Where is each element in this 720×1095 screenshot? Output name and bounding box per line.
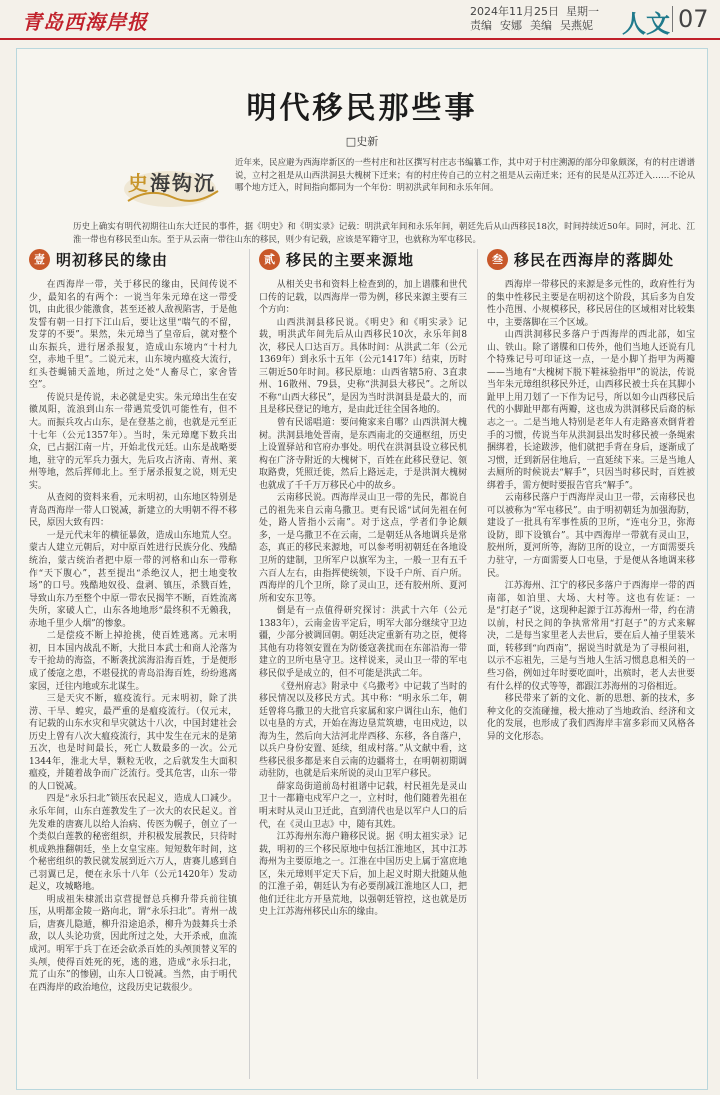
article-paragraph: 西海岸一带移民的来源是多元性的，政府性行为的集中性移民主要是在明初这个阶段，其后多为自发性小范围、小规模移民，移民居住的区域相对比较集中，主要落脚在三个区域。: [487, 280, 695, 328]
article-paragraph: 移民带来了新的文化、新的思想、新的技术，多种文化的交流碰撞，极大推动了当地政治、经济和文化的发展，也形成了我们西海岸丰富多彩而又风格各异的文化形态。: [487, 694, 695, 742]
masthead: [0, 0, 720, 38]
column-brand: [120, 157, 224, 215]
designer-name: 吴燕妮: [560, 19, 593, 32]
article-paragraph: 二是偿疫不断上掉抢挑，使百姓逃离。元末明初，日本国内战乱不断，大批日本武士和商人沦落为专干抢劫的海盗，不断袭扰滨海沿海百姓，于是便形成了倭寇之患，不堪侵扰的青岛沿海百姓，纷纷逃离家园，迁往内地或东北谋生。: [29, 631, 237, 692]
article-paragraph: 在西海岸一带，关于移民的缘由，民间传说不少，最知名的有两个：一说当年朱元璋在这一带受饥，由此很少能激食，甚至还被人敌视陷害，于是他发誓有朝一日打下江山后，要让这里“喘气的不留，发芽的不要”。果然，朱元璋当了皇帝后，就对整个山东振兵，进行屠杀报复，造成山东境内“十村九空，赤地千里”。二说元末，山东境内瘟疫大流行，红头苍蝇铺天盖地，所过之处“人畜尽亡，家舍皆空”。: [29, 280, 237, 391]
article-paragraph: 明成祖朱棣派出京营提督总兵柳升带兵前往镇压，从明都金陵一路向北，谓“永乐扫北”。青州一战后，唐赛儿隐遁，柳升沿途追杀，柳升为鼓舞兵士杀敌，以人头论功赏，因此所过之处，大开杀戒，血流成河。明军于兵丁在还会砍杀百姓的头颅顶替义军的头颅，使得百姓死的死，逃的逃，造成“永乐扫北，荒了山东”的惨剧，山东人口锐减。当然，由于明代在西海岸的政治地位，这段历史记载很少。: [29, 894, 237, 993]
article-paragraph: 薛家岛街道前岛村祖谱中记载，村民祖先是灵山卫十一都籍屯戍军户之一，立村时，他们随着先祖在明末时从灵山卫迁此，直到清代也是以军户人口的后代，在《灵山卫志》中，随有其姓。: [259, 781, 467, 830]
article-paragraph: 三是天灾不断，瘟疫流行。元末明初，除了洪涝、干旱、蝗灾，最严重的是瘟疫流行。（仅元末，有记载的山东水灾和旱灾就达十八次，中国封建社会历史上曾有八次大瘟疫流行，其中发生在元末的是第五次，也是时间最长，死亡人数最多的一次。公元1344年，淮北大旱，颗粒无收，之后就发生大面积瘟疫，并随着战争而广泛流行。受其危害，山东一带的人口锐减。: [29, 694, 237, 792]
section-number-badge: 叁: [487, 249, 508, 270]
article-headline: 明代移民那些事: [246, 91, 478, 126]
column-divider: [477, 249, 478, 1079]
article-lead-continued: 历史上确实有明代初期往山东大迁民的事件，据《明史》和《明实录》记载：明洪武年间和永乐年间，朝廷先后从山西移民18次，时间持续近50年。同时，河北、江淮一带也有移民至山东。至于从云南一带往山东的移民，则少有记载，应该是军籍守卫，也就称为军屯移民。: [73, 222, 695, 245]
brand-title-rest: 海钩沉: [150, 171, 216, 195]
editor-role: 责编: [470, 19, 492, 32]
section-heading: [259, 247, 467, 271]
article-paragraph: 云南移民说。西海岸灵山卫一带的先民，都说自己的祖先来自云南乌撒卫。更有民谣“试问先祖在何处，路人皆指小云南”。对于这点，学者们争论颇多，一是乌撒卫不在云南，二是朝廷从各地调兵是常态，真正的移民来源地，可以参考明初朝廷在各地设卫所的建制，卫所军户以旗军为主，一般一卫有五千六百人左右，由指挥使统领，下设千户所、百户所。西海岸的几个卫所，除了灵山卫，还有胶州所、夏河所和安东卫等。: [259, 493, 467, 604]
article-paragraph: 山西洪洞移民多落户于西海岸的西北部，如宝山、铁山。除了谱牒和口传外，他们当地人还说有几个特殊记号可印证这一点，一是小脚丫指甲为两瓣——当地有“大槐树下脱下鞋袜验指甲”的说法，传说当年朱元璋组织移民外迁，山西移民被士兵在其脚小趾甲上用刀划了一下作为记号，所以如今山西移民后代的小脚趾甲都有两瓣，这也成为洪洞移民后裔的标志之一。二是当地人特别是老年人有走路喜欢倒背着手的习惯，传说当年从洪洞县出发时移民被一条绳索捆绑着，长途跋涉，他们就把手背在身后，逐渐成了习惯，迁到新居住地后，一直延续下来。三是当地人去厕所的时候说去“解手”，只因当时移民时，百姓被绑着手，需方便时要报告官兵“解手”。: [487, 330, 695, 491]
date-block: [470, 5, 601, 33]
article-paragraph: 山西洪洞县移民说。《明史》和《明实录》记载，明洪武年间先后从山西移民10次，永乐年间8次，移民人口达百万。具体时间：从洪武二年（公元1369年）到永乐十五年（公元1417年）结束，历时三朝近50年时间。移民原地：山西省辖5府、3直隶州、16散州、79县，史称“洪洞县大移民”。之所以不称“山西大移民”，是因为当时洪洞县是最大的，而且是移民登记的地方，是由此迁往全国各地的。: [259, 317, 467, 416]
section-title: 明初移民的缘由: [56, 250, 169, 269]
section-heading: [29, 247, 237, 271]
article-paragraph: 传说只是传说，未必就是史实。朱元璋出生在安徽凤阳，流浪到山东一带遇荒受饥可能性有，但不大。而振兵攻占山东，是在登基之前，也就是元至正十七年（公元1357年）。当时，朱元璋麾下数兵出众，已占据江南一片，开始北伐元廷。山东是战略要地，驻守的元军兵力强大，先后攻占济南、青州、莱州等地，然后挥师北上。至于屠杀报复之说，则无史实。: [29, 392, 237, 491]
editor-name: 安娜: [500, 19, 522, 32]
section-number-badge: 壹: [29, 249, 50, 270]
masthead-rule: [0, 38, 720, 40]
brand-title-mark: 史: [128, 171, 150, 195]
article-paragraph: 从查阅的资料来看，元末明初，山东地区特别是青岛西海岸一带人口锐减，新建立的大明朝不得不移民，原因大致有四：: [29, 493, 237, 529]
article-frame: [16, 48, 708, 1090]
article-paragraph: 倒是有一点值得研究探讨：洪武十六年（公元1383年），云南金齿平定后，明军大部分继续守卫边疆，少部分被调回朝。朝廷决定重新有功之臣，便将其他有功将领安置在为防倭寇袭扰而在东部沿海一带建立的卫所屯垦守卫。这样说来，灵山卫一带的军屯移民似乎是成立的，但不可能是洪武二年。: [259, 606, 467, 679]
brand-title: [128, 167, 216, 196]
section-title: 移民的主要来源地: [286, 250, 415, 269]
designer-role: 美编: [530, 19, 552, 32]
column-divider: [249, 249, 250, 1079]
article-paragraph: 四是“永乐扫北”锁压农民起义，造成人口减少。永乐年间，山东白莲教发生了一次大的农民起义。首先发难的唐赛儿以给人治病、传医为幌子，创立了一个类似白莲教的秘密组织，并积极发展教民，只待时机成熟推翻朝廷，坐上女皇宝座。短短数年时间，这个秘密组织的教民就发展到近六万人，唐赛儿感到自己羽翼已足，便在永乐十八年（公元1420年）发动起义，攻城略地。: [29, 794, 237, 893]
article-paragraph: 江苏海州东海户籍移民说。据《明太祖实录》记载，明初的三个移民原地中包括江淮地区，其中江苏海州为主要原地之一。江淮在中国历史上属于富庶地区，朱元璋则平定天下后，加上起义时期大批随从他的江淮子弟，朝廷认为有必要削减江淮地区人口，把他们迁往北方开垦荒地，以强朝廷管控，这也就是历史上江苏海州移民山东的缘由。: [259, 832, 467, 918]
column-section-1: [29, 247, 237, 994]
section-name: 人文: [622, 10, 670, 38]
article-paragraph: 江苏海州、江宁的移民多落户于西海岸一带的西南部，如泊里、大场、大村等。这也有佐证：一是“打赵子”说，这现种起源于江苏海州一带，约在清以前，村民之间的争执常常用“打赵子”的方式来解决，二是每当家里老人去世后，要在后人袖子里装米面，转移到“向西南”，据说当时就是为了寻根问祖，以示不忘祖先，三是与当地人生活习惯息息相关的一些习俗，例如过年时要吃面叶，出殡时，老人去世要有什么样的仪式等等，都跟江苏海州的习俗相近。: [487, 581, 695, 692]
section-title: 移民在西海岸的落脚处: [514, 250, 675, 269]
article-paragraph: 一是元代末年的横征暴敛，造成山东地荒人空。蒙古人建立元朝后，对中原百姓进行民族分化、残酷统治，蒙古统治者把中原一带的河格和山东一带称作“天下腹心”，甚至提出“杀绝汉人，把土地变牧场”的口号。残酷地奴役、盘剥、镇压，杀戮百姓，导致山东乃至整个中原一带农民揭竿不断，百姓流离失所，家破人亡，山东各地地形“最终积不无赖我，赤地千里少人烟”的惨象。: [29, 530, 237, 629]
article-lead: 近年来，民应避为西海岸新区的一些村庄和社区撰写村庄志书编纂工作，其中对于村庄溯源的部分印象颇深，有的村庄谱谱说，立村之祖是从山西洪洞县大槐树下迁来；有的村庄传自己的立村之祖是从云南迁来；还有的民是从江苏迁入……不论从哪个地方迁入，时间指向都同为一个年份：明初洪武年间和永乐年间。: [235, 158, 695, 194]
column-section-2: [259, 247, 467, 919]
article-paragraph: 从相关史书和资料上检查到的，加上谱牒和世代口传的记载，以西海岸一带为例，移民来源主要有三个方向：: [259, 280, 467, 316]
column-section-3: [487, 247, 695, 743]
article-byline: □史新: [345, 135, 379, 148]
section-body: [29, 279, 237, 994]
issue-date: 2024年11月25日: [470, 5, 559, 18]
article-paragraph: 云南移民落户于西海岸灵山卫一带，云南移民也可以被称为“军屯移民”。由于明初朝廷为加强海防，建设了一批具有军事性质的卫所，“连屯分卫，弥海设防，即下设镇台”。其中西海岸一带就有灵山卫，胶州所，夏河所等，海防卫所的设立，一方面需要兵力驻守，一方面需要人口屯垦，于是便从各地调来移民。: [487, 493, 695, 579]
article-paragraph: 《登州府志》附录中《乌撒考》中记载了当时的移民情况以及移民方式。其中称：“明永乐二年，朝廷曾将乌撒卫的大批官兵家属和家户调往山东，他们以屯垦的方式，开始在海边垦荒筑塘，屯田戍边，以海为生，然后向大沽河北岸西移、东移，各自落户，以兵户身份安置、延续，组成村落。”从文献中看，这些移民很多都是来自云南的边疆将士，在明朝初期调动驻防，也就是后来所说的灵山卫军户移民。: [259, 681, 467, 780]
newspaper-logo: 青岛西海岸报: [22, 10, 148, 34]
section-heading: [487, 247, 695, 271]
section-body: [487, 279, 695, 743]
article-paragraph: 曾有民谣唱道：要问俺家来自哪？山西洪洞大槐树。洪洞县地处晋南，是东西南北的交通枢纽，历史上设置驿站和官府办事处。明代在洪洞县设立移民机构在广济寺附近的大槐树下，百姓在此移民登记、领取路费，凭照迁徙，然后上路远走，于是洪洞大槐树也就成了千千万万移民心中的故乡。: [259, 418, 467, 491]
page-number: 07: [678, 5, 709, 33]
issue-weekday: 星期一: [566, 5, 599, 18]
section-number-badge: 贰: [259, 249, 280, 270]
section-body: [259, 279, 467, 919]
masthead-divider: [672, 6, 673, 32]
